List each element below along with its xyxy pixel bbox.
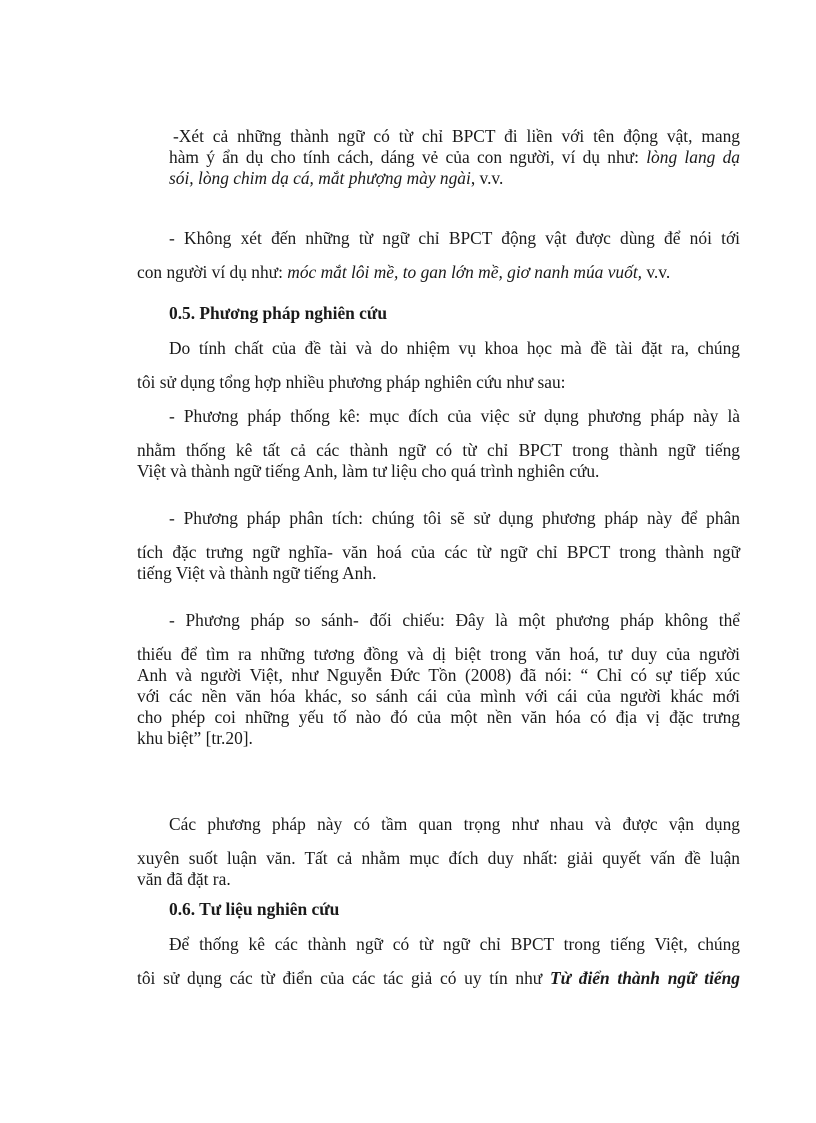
text-line: tôi sử dụng tổng hợp nhiều phương pháp nghiên cứu như sau: [137, 372, 566, 392]
paragraph-comparison-method [169, 610, 740, 631]
paragraph-materials-line2 [137, 968, 740, 989]
paragraph-methods-intro-line2 [137, 372, 740, 393]
text-line: Việt và thành ngữ tiếng Anh, làm tư liệu cho quá trình nghiên cứu. [137, 461, 600, 481]
text-line [169, 168, 740, 189]
text-line: cho phép coi những yếu tố nào đó của một nền văn hóa có địa vị đặc trưng [137, 707, 740, 727]
text-line: Anh và người Việt, như Nguyễn Đức Tồn (2008) đã nói: “ Chỉ có sự tiếp xúc [137, 665, 740, 685]
text-span: , v.v. [470, 168, 504, 188]
text-line [137, 262, 740, 283]
paragraph-materials [169, 934, 740, 955]
italic-example: móc mắt lôi mề, to gan lớn mề, giơ nanh múa vuốt, [287, 262, 643, 282]
italic-example: lòng lang dạ [646, 147, 741, 167]
text-line: Do tính chất của đề tài và do nhiệm vụ khoa học mà đề tài đặt ra, chúng [169, 338, 740, 358]
text-span: hàm ý ẩn dụ cho tính cách, dáng vẻ của con người, ví dụ như: [169, 147, 647, 167]
text-line: thiếu để tìm ra những tương đồng và dị biệt trong văn hoá, tư duy của người [137, 644, 740, 664]
paragraph-statistics-method [169, 406, 740, 427]
heading-text: 0.5. Phương pháp nghiên cứu [169, 303, 388, 323]
paragraph-analysis-method [169, 508, 740, 529]
text-line [137, 968, 740, 989]
text-line: - Không xét đến những từ ngữ chỉ BPCT động vật được dùng để nói tới [169, 228, 740, 248]
paragraph-exclusion-2 [169, 228, 740, 249]
bold-italic-title: Từ điển thành ngữ tiếng [549, 968, 741, 988]
paragraph-methods-summary [169, 814, 740, 835]
text-line: - Phương pháp so sánh- đối chiếu: Đây là một phương pháp không thể [169, 610, 740, 630]
section-heading-materials [169, 892, 740, 926]
paragraph-methods-summary-rest [137, 848, 740, 890]
text-line: Để thống kê các thành ngữ có từ ngữ chỉ BPCT trong tiếng Việt, chúng [169, 934, 740, 954]
text-line: -Xét cả những thành ngữ có từ chỉ BPCT đi liền với tên động vật, mang [173, 126, 740, 146]
paragraph-comparison-method-rest [137, 644, 740, 749]
text-line: văn đã đặt ra. [137, 869, 231, 889]
text-line [169, 147, 740, 168]
text-line: với các nền văn hóa khác, so sánh cái của mình với cái của người khác mới [137, 686, 740, 706]
text-line: - Phương pháp phân tích: chúng tôi sẽ sử dụng phương pháp này để phân [169, 508, 740, 528]
italic-example: sói, lòng chim dạ cá, mắt phượng mày ngài [169, 168, 471, 188]
text-line: nhằm thống kê tất cả các thành ngữ có từ chỉ BPCT trong thành ngữ tiếng [137, 440, 740, 460]
section-heading-methods [169, 296, 740, 330]
paragraph-statistics-method-rest [137, 440, 740, 482]
heading-text: 0.6. Tư liệu nghiên cứu [169, 899, 340, 919]
text-line: - Phương pháp thống kê: mục đích của việc sử dụng phương pháp này là [169, 406, 740, 426]
paragraph-methods-intro [169, 338, 740, 359]
text-line: Các phương pháp này có tầm quan trọng như nhau và được vận dụng [169, 814, 740, 834]
text-line: khu biệt” [tr.20]. [137, 728, 253, 748]
paragraph-exclusion-1 [169, 126, 740, 189]
text-line: tiếng Việt và thành ngữ tiếng Anh. [137, 563, 377, 583]
text-span: v.v. [642, 262, 671, 282]
text-span: con người ví dụ như: [137, 262, 288, 282]
text-line: tích đặc trưng ngữ nghĩa- văn hoá của các từ ngữ chỉ BPCT trong thành ngữ [137, 542, 740, 562]
text-span: tôi sử dụng các từ điển của các tác giả có uy tín như [137, 968, 550, 988]
text-line: xuyên suốt luận văn. Tất cả nhằm mục đích duy nhất: giải quyết vấn đề luận [137, 848, 740, 868]
paragraph-analysis-method-rest [137, 542, 740, 584]
paragraph-exclusion-2-line2 [137, 262, 740, 283]
